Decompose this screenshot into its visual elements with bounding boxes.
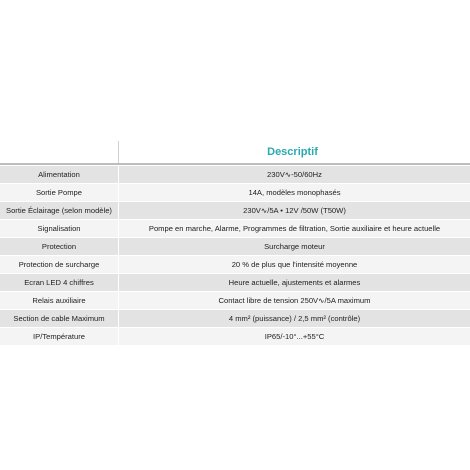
row-value: 20 % de plus que l'intensité moyenne: [231, 260, 358, 269]
row-value: 230V∿/5A • 12V /50W (T50W): [243, 206, 346, 215]
header-empty-cell: [0, 141, 119, 163]
row-label: Alimentation: [0, 166, 119, 183]
table-row: [0, 273, 470, 291]
table-row: [0, 255, 470, 273]
row-value: Heure actuelle, ajustements et alarmes: [228, 278, 361, 287]
table-row: [0, 165, 470, 183]
row-label: IP/Température: [0, 328, 119, 345]
table-row: [0, 237, 470, 255]
row-label: Sortie Éclairage (selon modèle): [0, 202, 119, 219]
table-row: [0, 201, 470, 219]
row-value: Pompe en marche, Alarme, Programmes de filtration, Sortie auxiliaire et heure actuelle: [148, 224, 441, 233]
table-row: [0, 219, 470, 237]
row-value: 4 mm² (puissance) / 2,5 mm² (contrôle): [228, 314, 361, 323]
row-label: Signalisation: [0, 220, 119, 237]
table-header-title: Descriptif: [267, 146, 318, 158]
row-value: IP65/-10°...+55°C: [264, 332, 325, 341]
table-row: [0, 183, 470, 201]
row-value: Surcharge moteur: [264, 242, 325, 251]
row-value: 14A, modèles monophasés: [248, 188, 341, 197]
table-row: [0, 327, 470, 345]
spec-table: [0, 141, 470, 345]
row-label: Relais auxiliaire: [0, 292, 119, 309]
row-value: Contact libre de tension 250V∿/5A maximum: [218, 296, 371, 305]
table-row: [0, 309, 470, 327]
row-label: Sortie Pompe: [0, 184, 119, 201]
table-row: [0, 291, 470, 309]
row-label: Protection: [0, 238, 119, 255]
row-label: Protection de surcharge: [0, 256, 119, 273]
row-label: Section de cable Maximum: [0, 310, 119, 327]
row-label: Ecran LED 4 chiffres: [0, 274, 119, 291]
table-header-row: [0, 141, 470, 165]
row-value: 230V∿-50/60Hz: [267, 170, 322, 179]
